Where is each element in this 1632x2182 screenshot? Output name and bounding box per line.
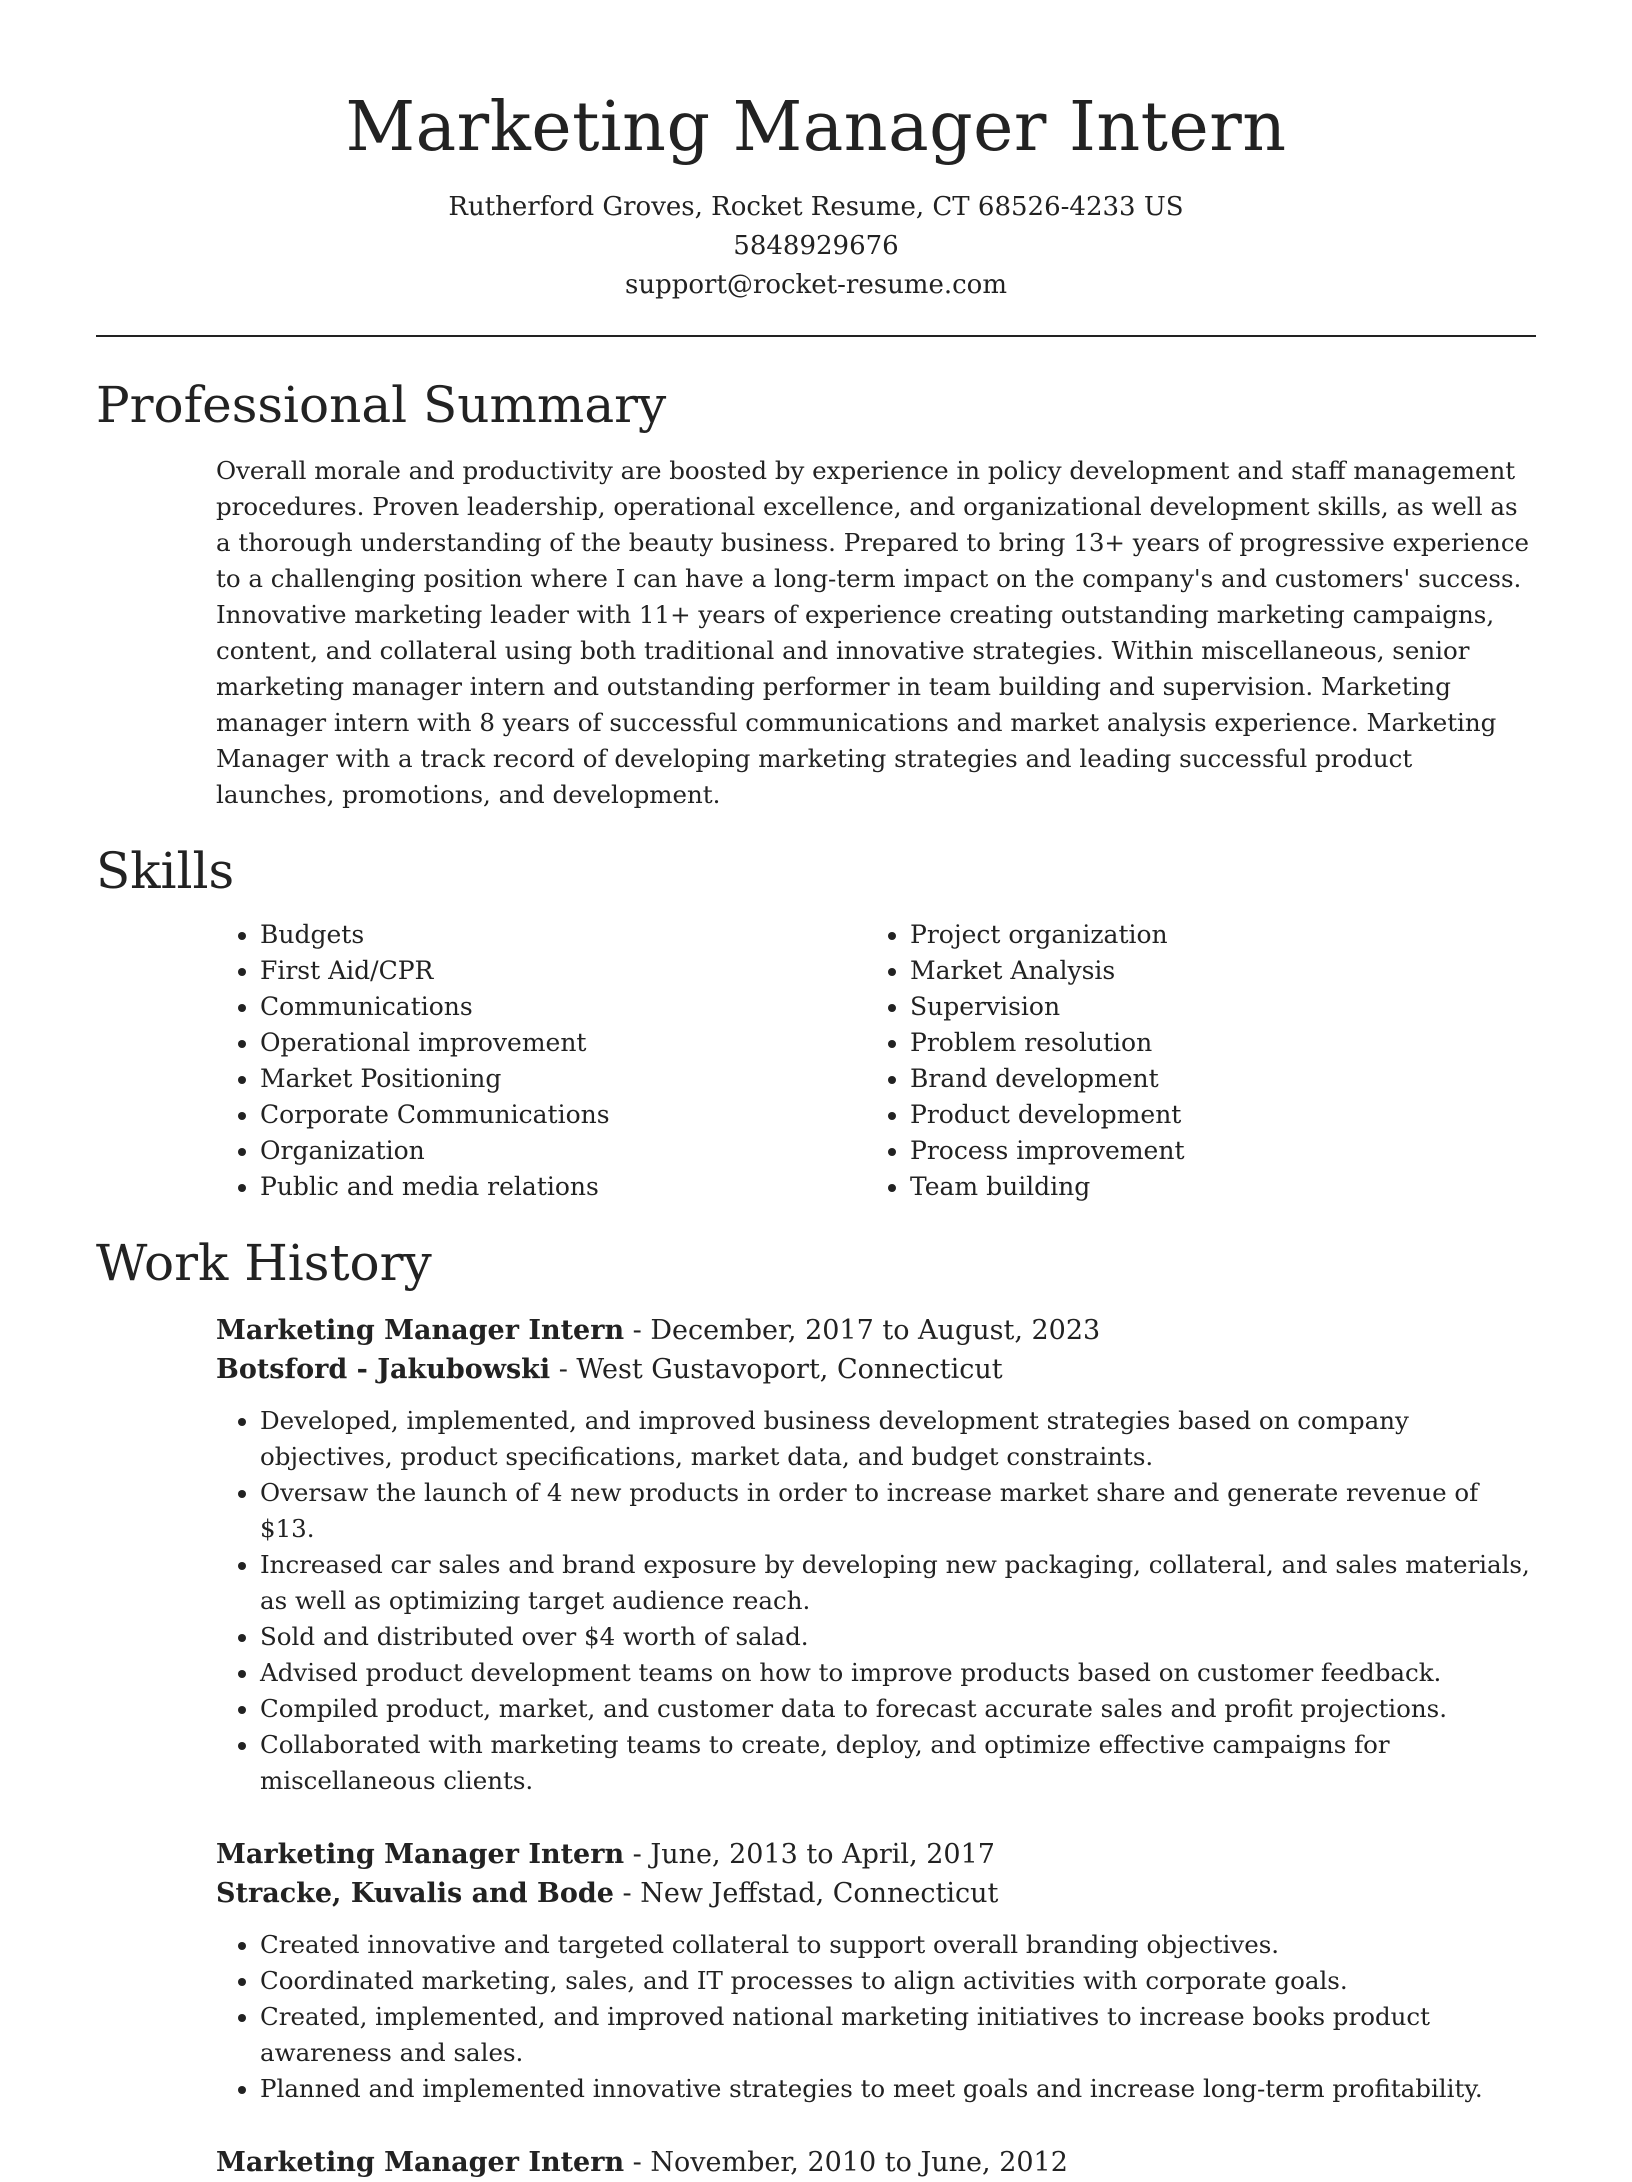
skills-list-right (866, 917, 1516, 1205)
job-dates: - June, 2013 to April, 2017 (624, 1839, 995, 1870)
skill-item: • Brand development (910, 1061, 1516, 1097)
job-company-line (216, 1874, 1536, 1913)
skill-item: • Market Analysis (910, 953, 1516, 989)
contact-block (96, 188, 1536, 305)
job-bullet: • Coordinated marketing, sales, and IT processes to align activities with corporate goals. (260, 1963, 1536, 1999)
resume-name: Marketing Manager Intern (345, 88, 1287, 167)
skill-item: • Budgets (260, 917, 866, 953)
job-title: Marketing Manager Intern (216, 1315, 625, 1346)
skill-item: • Public and media relations (260, 1169, 866, 1205)
skills-heading: Skills (96, 842, 235, 900)
job-entry (216, 2143, 1536, 2182)
work-history-heading: Work History (96, 1234, 432, 1292)
skill-item: • Operational improvement (260, 1025, 866, 1061)
skill-item: • Product development (910, 1097, 1516, 1133)
resume-page (96, 0, 1536, 2182)
skill-item: • Process improvement (910, 1133, 1516, 1169)
job-bullet: • Planned and implemented innovative strategies to meet goals and increase long-term profitability. (260, 2071, 1536, 2107)
skill-item: • Supervision (910, 989, 1516, 1025)
job-bullet: • Compiled product, market, and customer data to forecast accurate sales and profit projections. (260, 1691, 1536, 1727)
job-entry (216, 1835, 1536, 2107)
job-title-line (216, 1835, 1536, 1874)
skill-item: • Communications (260, 989, 866, 1025)
job-bullets (216, 1403, 1536, 1799)
job-location: - New Jeffstad, Connecticut (613, 1878, 999, 1909)
professional-summary-section (96, 373, 1536, 813)
job-bullet: • Created, implemented, and improved national marketing initiatives to increase books product awareness and sales. (260, 1999, 1536, 2071)
skill-item: • Project organization (910, 917, 1516, 953)
skill-item: • Problem resolution (910, 1025, 1516, 1061)
job-bullets (216, 1927, 1536, 2107)
job-dates: - November, 2010 to June, 2012 (624, 2147, 1068, 2178)
skill-item: • Team building (910, 1169, 1516, 1205)
job-title-line (216, 1311, 1536, 1350)
skill-item: • Market Positioning (260, 1061, 866, 1097)
job-title: Marketing Manager Intern (216, 2147, 625, 2178)
job-title-line (216, 2143, 1536, 2182)
skill-item: • Organization (260, 1133, 866, 1169)
skill-item: • Corporate Communications (260, 1097, 866, 1133)
job-bullet: • Created innovative and targeted collateral to support overall branding objectives. (260, 1927, 1536, 1963)
skills-columns (216, 917, 1536, 1205)
skill-item: • First Aid/CPR (260, 953, 866, 989)
contact-address: Rutherford Groves, Rocket Resume, CT 68526-4233 US (448, 192, 1184, 222)
job-bullet: • Sold and distributed over $4 worth of salad. (260, 1619, 1536, 1655)
header-divider (96, 335, 1536, 337)
job-bullet: • Oversaw the launch of 4 new products in order to increase market share and generate revenue of $13. (260, 1475, 1536, 1547)
job-company: Botsford - Jakubowski (216, 1354, 551, 1385)
job-dates: - December, 2017 to August, 2023 (624, 1315, 1101, 1346)
job-bullet: • Increased car sales and brand exposure by developing new packaging, collateral, and sales materials, as well as optimizing target audience reach. (260, 1547, 1536, 1619)
job-entry (216, 1311, 1536, 1799)
job-location: - West Gustavoport, Connecticut (550, 1354, 1003, 1385)
work-history-section (96, 1231, 1536, 2182)
job-company: Stracke, Kuvalis and Bode (216, 1878, 614, 1909)
skills-list-left (216, 917, 866, 1205)
summary-heading: Professional Summary (96, 376, 667, 434)
job-title: Marketing Manager Intern (216, 1839, 625, 1870)
contact-phone: 5848929676 (733, 231, 899, 261)
summary-text: Overall morale and productivity are boosted by experience in policy development and staff management procedures. Proven leadership, operational excellence, and organizational development skills, as well as a thorough understanding of the beauty business. Prepared to bring 13+ years of progressive experience to a challenging position where I can have a long-term impact on the company's and customers' success. Innovative marketing leader with 11+ years of experience creating outstanding marketing campaigns, content, and collateral using both traditional and innovative strategies. Within miscellaneous, senior marketing manager intern and outstanding performer in team building and supervision. Marketing manager intern with 8 years of successful communications and market analysis experience. Marketing Manager with a track record of developing marketing strategies and leading successful product launches, promotions, and development. (216, 456, 1530, 809)
job-bullet: • Collaborated with marketing teams to create, deploy, and optimize effective campaigns for miscellaneous clients. (260, 1727, 1536, 1799)
contact-email: support@rocket-resume.com (624, 270, 1007, 300)
job-bullet: • Developed, implemented, and improved business development strategies based on company objectives, product specifications, market data, and budget constraints. (260, 1403, 1536, 1475)
job-bullet: • Advised product development teams on how to improve products based on customer feedback. (260, 1655, 1536, 1691)
skills-section (96, 839, 1536, 1205)
job-company-line (216, 1350, 1536, 1389)
